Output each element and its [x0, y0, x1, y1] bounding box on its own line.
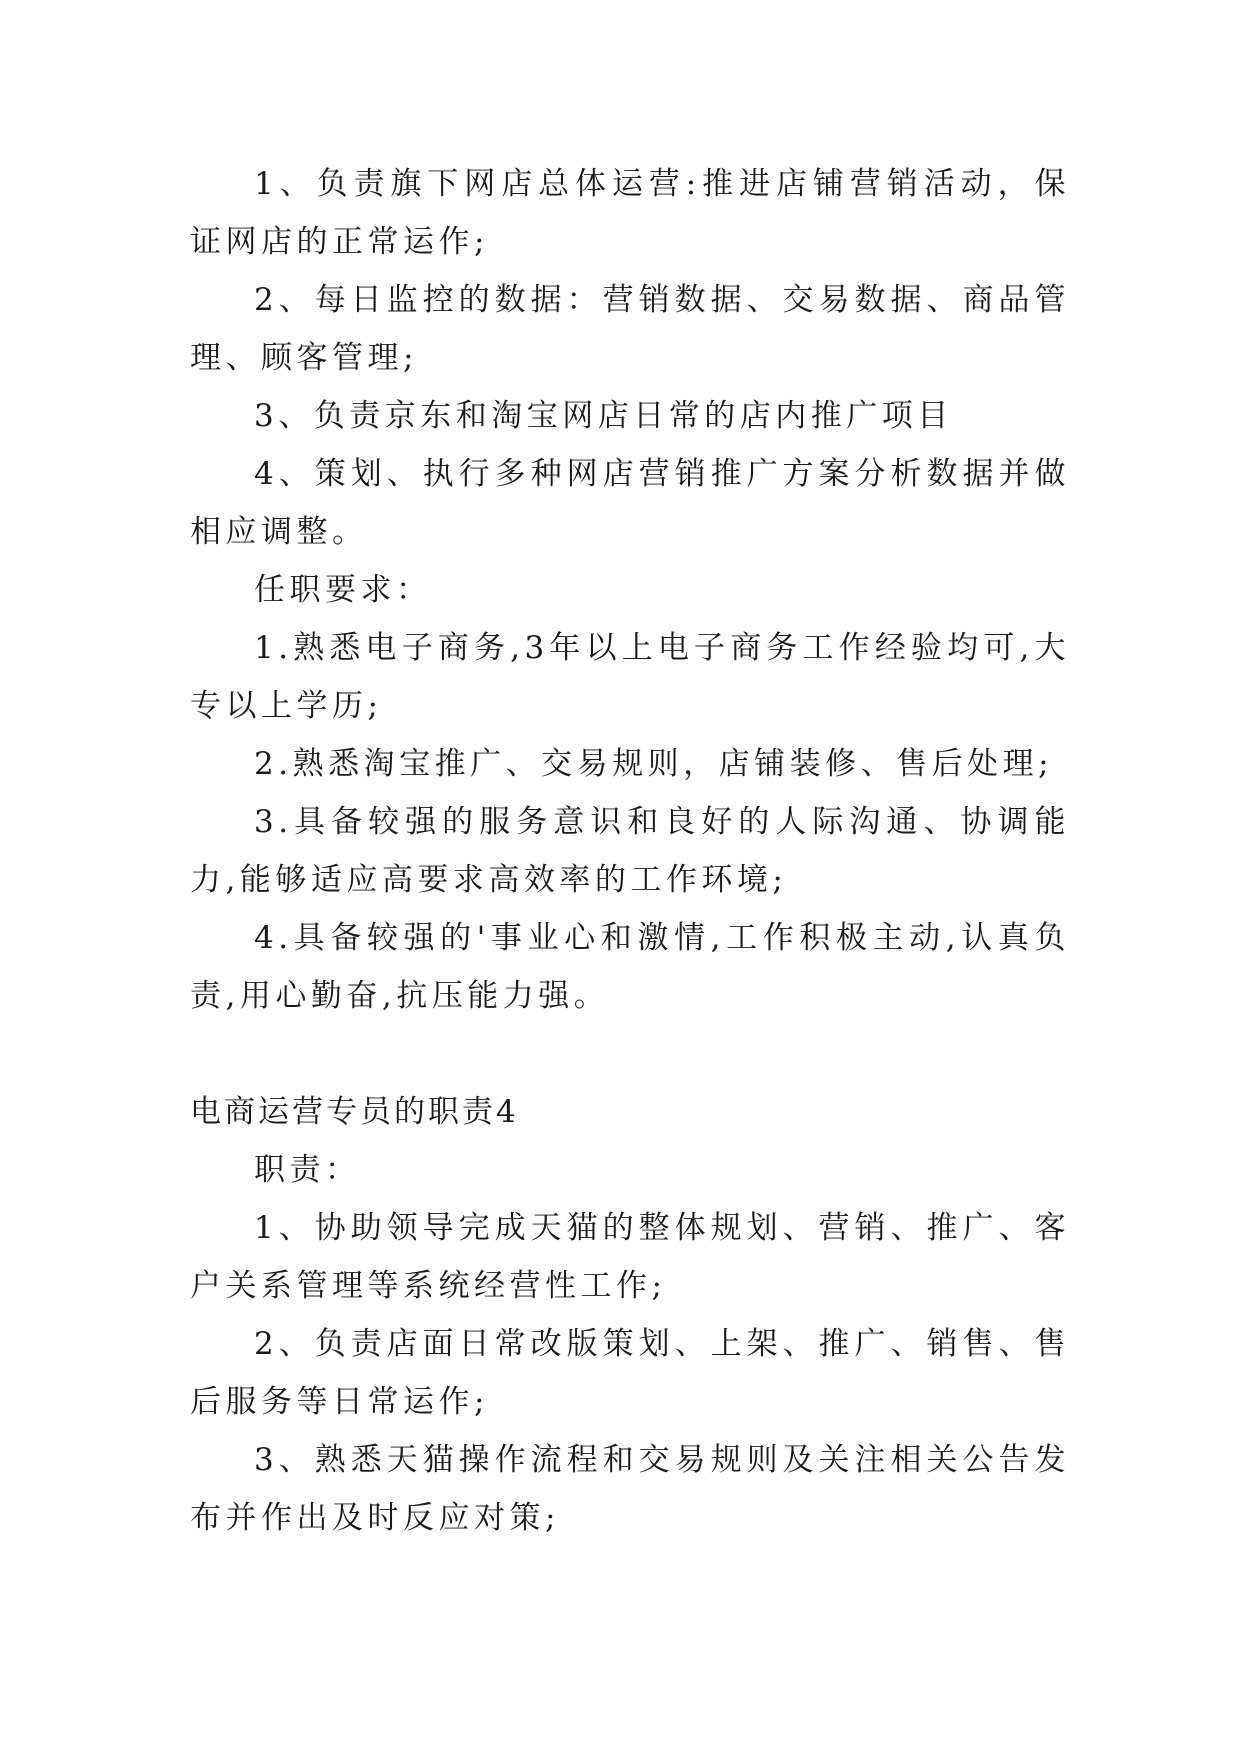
document-body — [190, 155, 1070, 1547]
paragraph-requirement-1: 1.熟悉电子商务,3年以上电子商务工作经验均可,大专以上学历; — [190, 630, 1070, 724]
paragraph-duty-2: 2、每日监控的数据：营销数据、交易数据、商品管理、顾客管理; — [190, 282, 1070, 376]
paragraph-requirement-4: 4.具备较强的'事业心和激情,工作积极主动,认真负责,用心勤奋,抗压能力强。 — [190, 920, 1070, 1014]
paragraph-duty-tmall-3: 3、熟悉天猫操作流程和交易规则及关注相关公告发布并作出及时反应对策; — [190, 1442, 1070, 1536]
paragraph-duties-title: 职责： — [254, 1152, 361, 1188]
paragraph-duty-4: 4、策划、执行多种网店营销推广方案分析数据并做相应调整。 — [190, 456, 1070, 550]
paragraph-duty-3: 3、负责京东和淘宝网店日常的店内推广项目 — [254, 398, 953, 434]
paragraph-requirement-2: 2.熟悉淘宝推广、交易规则，店铺装修、售后处理; — [254, 746, 1054, 782]
paragraph-requirements-title: 任职要求： — [254, 572, 432, 608]
paragraph-duty-tmall-2: 2、负责店面日常改版策划、上架、推广、销售、售后服务等日常运作; — [190, 1326, 1070, 1420]
paragraph-duty-1: 1、负责旗下网店总体运营:推进店铺营销活动，保证网店的正常运作; — [190, 166, 1070, 260]
section-gap — [190, 1025, 1070, 1083]
section-heading: 电商运营专员的职责4 — [190, 1094, 519, 1130]
paragraph-requirement-3: 3.具备较强的服务意识和良好的人际沟通、协调能力,能够适应高要求高效率的工作环境; — [190, 804, 1070, 898]
paragraph-duty-tmall-1: 1、协助领导完成天猫的整体规划、营销、推广、客户关系管理等系统经营性工作; — [190, 1210, 1070, 1304]
